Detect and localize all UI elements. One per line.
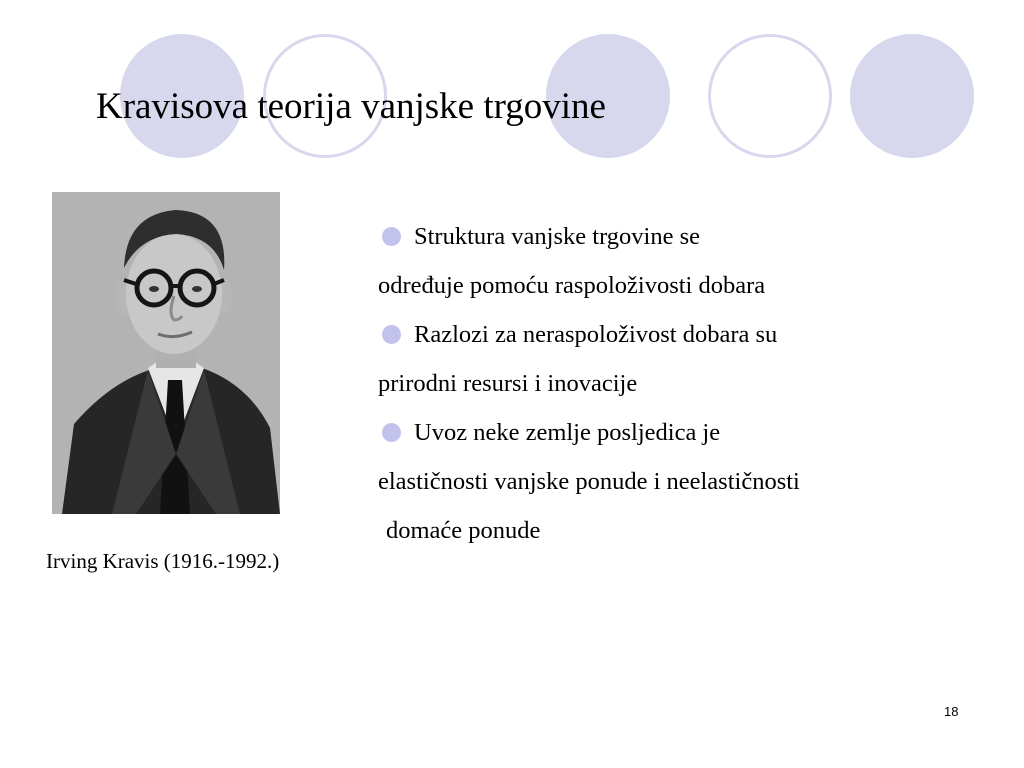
bullet-list [378, 212, 998, 555]
bullet-dot-icon [382, 325, 401, 344]
bullet-continuation [378, 261, 998, 310]
bullet-item [378, 310, 998, 359]
bullet-text: prirodni resursi i inovacije [378, 370, 638, 397]
bullet-dot-icon [382, 423, 401, 442]
bullet-continuation [378, 506, 998, 555]
bullet-text: domaće ponude [386, 517, 541, 544]
bullet-continuation [378, 359, 998, 408]
decorative-circle-filled [850, 34, 974, 158]
portrait-photo [52, 192, 280, 514]
bullet-text: Uvoz neke zemlje posljedica je [414, 419, 721, 446]
bullet-continuation [378, 457, 998, 506]
bullet-item [378, 212, 998, 261]
bullet-text: elastičnosti vanjske ponude i neelastičnosti [378, 468, 800, 495]
bullet-dot-icon [382, 227, 401, 246]
bullet-item [378, 408, 998, 457]
slide-title: Kravisova teorija vanjske trgovine [96, 86, 606, 127]
portrait-illustration [52, 192, 280, 514]
bullet-text: Struktura vanjske trgovine se [414, 223, 701, 250]
decorative-circle-outline [708, 34, 832, 158]
photo-caption: Irving Kravis (1916.-1992.) [46, 549, 280, 573]
bullet-text: Razlozi za neraspoloživost dobara su [414, 321, 778, 348]
bullet-text: određuje pomoću raspoloživosti dobara [378, 272, 766, 299]
page-number: 18 [944, 704, 959, 719]
